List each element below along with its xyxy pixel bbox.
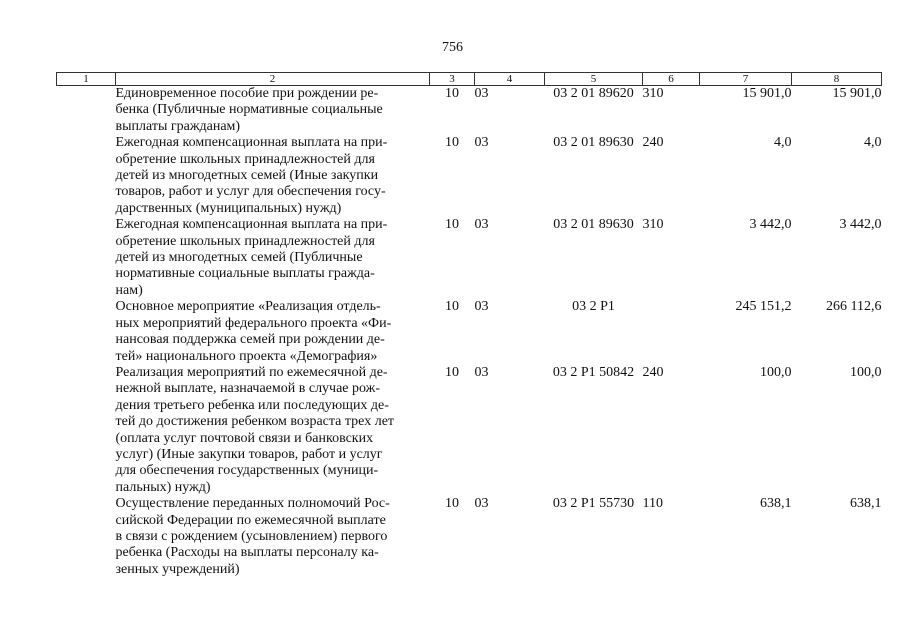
cell-expense-name: Единовременное пособие при рождении ре- бенка (Публичные нормативные социальные выплаты гражданам) — [115, 86, 383, 134]
cell-target-article: 03 2 P1 50842 — [552, 364, 635, 380]
table-row — [57, 299, 882, 365]
page-number: 756 — [442, 40, 463, 55]
cell-expense-name: Ежегодная компенсационная выплата на при- обретение школьных принадлежностей для детей из многодетных семей (Публичные нормативные социальные выплаты гражда- нам) — [115, 217, 388, 298]
cell-amount-year2: 100,0 — [850, 364, 882, 380]
column-number-row — [57, 73, 882, 86]
column-number-8: 8 — [792, 73, 882, 86]
table-body — [57, 86, 882, 579]
column-number-1: 1 — [57, 73, 116, 86]
cell-section-code: 10 — [445, 364, 459, 380]
table-row — [57, 135, 882, 217]
cell-section-code: 10 — [445, 496, 459, 512]
cell-amount-year2: 15 901,0 — [832, 86, 882, 101]
cell-target-article: 03 2 P1 — [572, 299, 615, 315]
table-row — [57, 86, 882, 136]
cell-amount-year2: 638,1 — [850, 496, 882, 512]
cell-empty — [57, 217, 116, 299]
cell-expense-type: 240 — [642, 135, 664, 151]
cell-amount-year1: 15 901,0 — [742, 86, 792, 101]
cell-expense-type: 310 — [642, 86, 664, 101]
column-number-4: 4 — [475, 73, 545, 86]
cell-section-code: 10 — [445, 217, 459, 233]
cell-expense-name: Основное мероприятие «Реализация отдель- ных мероприятий федерального проекта «Фи- нансовая поддержка семей при рождении де- тей» национального проекта «Демография» — [115, 299, 392, 364]
cell-section-code: 10 — [445, 299, 459, 315]
cell-amount-year1: 100,0 — [760, 364, 792, 380]
cell-expense-type: 240 — [642, 364, 664, 380]
column-number-2: 2 — [116, 73, 430, 86]
column-number-6: 6 — [643, 73, 700, 86]
budget-table — [56, 72, 882, 578]
cell-amount-year1: 245 151,2 — [735, 299, 792, 315]
cell-subsection-code: 03 — [474, 86, 489, 101]
cell-expense-name: Реализация мероприятий по ежемесячной де- нежной выплате, назначаемой в случае рож- дения третьего ребенка или последующих де- тей до достижения ребенком возраста трех лет (оплата услуг почтовой связи и банковских услуг) (Иные закупки товаров, работ и услуг для обеспечения государственных (муници- пальных) нужд) — [115, 364, 395, 495]
cell-section-code: 10 — [445, 86, 459, 101]
cell-expense-type: 310 — [642, 217, 664, 233]
column-number-3: 3 — [430, 73, 475, 86]
cell-target-article: 03 2 01 89620 — [553, 86, 634, 101]
cell-section-code: 10 — [445, 135, 459, 151]
cell-amount-year1: 3 442,0 — [749, 217, 792, 233]
column-number-7: 7 — [700, 73, 792, 86]
cell-subsection-code: 03 — [474, 496, 489, 512]
table-header — [57, 73, 882, 86]
cell-target-article: 03 2 01 89630 — [553, 217, 634, 233]
cell-expense-name: Осуществление переданных полномочий Рос- сийской Федерации по ежемесячной выплате в связи с рождением (усыновлением) первого ребенка (Расходы на выплаты персоналу ка- зенных учреждений) — [115, 496, 390, 577]
cell-empty — [57, 299, 116, 365]
cell-empty — [57, 496, 116, 578]
cell-expense-type — [643, 299, 700, 365]
table-row — [57, 217, 882, 299]
cell-amount-year2: 4,0 — [864, 135, 882, 151]
cell-empty — [57, 365, 116, 496]
cell-empty — [57, 86, 116, 136]
cell-subsection-code: 03 — [474, 135, 489, 151]
cell-subsection-code: 03 — [474, 364, 489, 380]
cell-subsection-code: 03 — [474, 299, 489, 315]
cell-expense-type: 110 — [642, 496, 663, 512]
cell-amount-year2: 266 112,6 — [826, 299, 882, 315]
cell-target-article: 03 2 P1 55730 — [552, 496, 635, 512]
cell-amount-year1: 4,0 — [774, 135, 792, 151]
column-number-5: 5 — [545, 73, 643, 86]
table-row — [57, 496, 882, 578]
table-row — [57, 365, 882, 496]
cell-amount-year2: 3 442,0 — [839, 217, 882, 233]
cell-amount-year1: 638,1 — [760, 496, 792, 512]
cell-expense-name: Ежегодная компенсационная выплата на при- обретение школьных принадлежностей для детей из многодетных семей (Иные закупки товаров, работ и услуг для обеспечения госу- дарственных (муниципальных) нужд) — [115, 135, 388, 216]
cell-subsection-code: 03 — [474, 217, 489, 233]
cell-empty — [57, 135, 116, 217]
cell-target-article: 03 2 01 89630 — [553, 135, 634, 151]
